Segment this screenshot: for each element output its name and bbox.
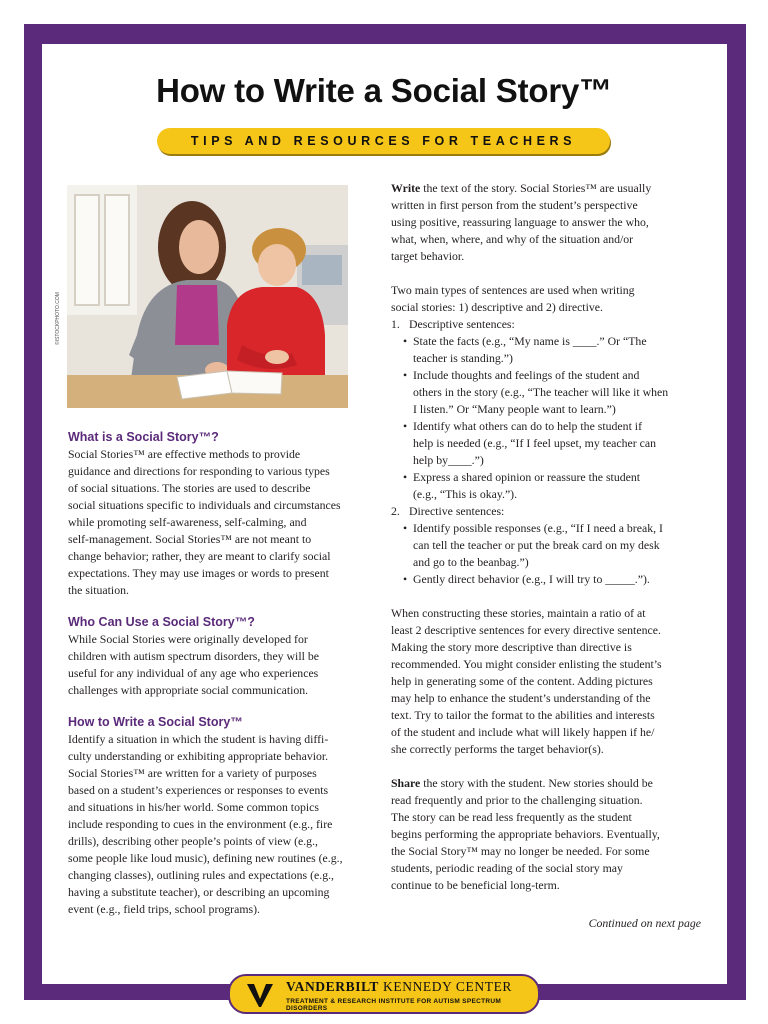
text-line: • Identify possible responses (e.g., “If I need a break, I xyxy=(413,521,663,535)
list-item xyxy=(391,418,711,469)
text-line: The story can be read less frequently as the student xyxy=(391,810,632,824)
text-line: expectations. They may use images or words to present xyxy=(68,566,329,580)
heading-how-to-write: How to Write a Social Story™ xyxy=(68,715,243,729)
text-line: Social Stories™ are written for a variety of purposes xyxy=(68,766,317,780)
text-line: read frequently and prior to the challenging situation. xyxy=(391,793,643,807)
text-line: can tell the teacher or put the break card on my desk xyxy=(413,538,660,552)
write-lead: Write xyxy=(391,181,421,195)
vanderbilt-v-logo-icon xyxy=(246,981,274,1009)
text-line: text. Try to tailor the format to the abilities and interests xyxy=(391,708,655,722)
text-line: Making the story more descriptive than directive is xyxy=(391,640,632,654)
text-line: the situation. xyxy=(68,583,129,597)
text-line: Social Stories™ are effective methods to provide xyxy=(68,447,301,461)
text-line: event (e.g., field trips, school programs). xyxy=(68,902,260,916)
list-label: Descriptive sentences: xyxy=(409,317,515,331)
logo-name xyxy=(286,979,512,995)
logo-tagline: TREATMENT & RESEARCH INSTITUTE FOR AUTISM SPECTRUM DISORDERS xyxy=(286,998,502,1012)
heading-what-is: What is a Social Story™? xyxy=(68,430,219,444)
list-item xyxy=(391,520,711,571)
text-line: guidance and directions for responding to various types xyxy=(68,464,330,478)
list-label: Directive sentences: xyxy=(409,504,505,518)
text-line: I listen.” Or “Many people want to learn.”) xyxy=(413,402,616,416)
text-line: the Social Story™ may no longer be needed. For some xyxy=(391,844,650,858)
text-line: based on a student’s experiences or responses to events xyxy=(68,783,329,797)
text-line: social stories: 1) descriptive and 2) directive. xyxy=(391,300,603,314)
continued-on-next-page[interactable]: Continued on next page xyxy=(588,916,701,930)
text-line: Two main types of sentences are used when writing xyxy=(391,283,635,297)
text-line: self-management. Social Stories™ are not meant to xyxy=(68,532,312,546)
list-item xyxy=(391,333,711,367)
body-how-to-write xyxy=(68,731,374,918)
left-column xyxy=(68,428,374,918)
list-heading-descriptive xyxy=(391,316,711,333)
logo-name-bold: VANDERBILT xyxy=(286,979,380,994)
text-line: others in the story (e.g., “The teacher will like it when xyxy=(413,385,669,399)
teacher-and-student-reading-photo xyxy=(67,185,348,408)
body-what-is xyxy=(68,446,374,599)
text-line: using positive, reassuring language to answer the who, xyxy=(391,215,649,229)
logo-name-rest: KENNEDY CENTER xyxy=(379,979,513,994)
photo-credit: ©ISTOCKPHOTO.COM xyxy=(55,292,61,345)
list-heading-directive xyxy=(391,503,711,520)
subtitle-banner-text: TIPS AND RESOURCES FOR TEACHERS xyxy=(190,134,577,148)
text-line: recommended. You might consider enlisting the student’s xyxy=(391,657,662,671)
text-line: • Identify what others can do to help the student if xyxy=(413,419,642,433)
text-line: continue to be beneficial long-term. xyxy=(391,878,560,892)
text-line: while promoting self-awareness, self-calming, and xyxy=(68,515,307,529)
share-rest: the story with the student. New stories should be xyxy=(420,776,653,790)
text-line: When constructing these stories, maintain a ratio of at xyxy=(391,606,646,620)
list-number: 2. xyxy=(391,504,400,518)
right-column xyxy=(391,180,711,894)
list-number: 1. xyxy=(391,317,400,331)
text-line: changing classes), outlining rules and expectations (e.g., xyxy=(68,868,335,882)
photo-illustration xyxy=(67,185,348,408)
text-line: culty understanding or exhibiting appropriate behavior. xyxy=(68,749,329,763)
text-line: • Gently direct behavior (e.g., I will try to _____.”). xyxy=(413,572,650,586)
text-line: least 2 descriptive sentences for every directive sentence. xyxy=(391,623,661,637)
text-line: social situations specific to individuals and circumstances xyxy=(68,498,341,512)
write-paragraph-first-line xyxy=(391,180,711,197)
text-line: begins performing the appropriate behaviors. Eventually, xyxy=(391,827,660,841)
text-line: teacher is standing.”) xyxy=(413,351,513,365)
text-line: drills), describing other people’s points of view (e.g., xyxy=(68,834,318,848)
text-line: help is needed (e.g., “If I feel upset, my teacher can xyxy=(413,436,657,450)
text-line: students, periodic reading of the social story may xyxy=(391,861,623,875)
text-line: change behavior; rather, they are meant to clarify social xyxy=(68,549,331,563)
text-line: and situations in his/her world. Some common topics xyxy=(68,800,319,814)
text-line: what, when, where, and why of the situation and/or xyxy=(391,232,634,246)
heading-who-can-use: Who Can Use a Social Story™? xyxy=(68,615,255,629)
text-line: challenges with appropriate social communication. xyxy=(68,683,309,697)
text-line: some people like loud music), defining new routines (e.g., xyxy=(68,851,343,865)
text-line: of social situations. The stories are used to describe xyxy=(68,481,311,495)
text-line: and go to the beanbag.”) xyxy=(413,555,529,569)
list-item xyxy=(391,469,711,503)
write-rest: the text of the story. Social Stories™ are usually xyxy=(420,181,652,195)
text-line: written in first person from the student’s perspective xyxy=(391,198,638,212)
text-line: • Include thoughts and feelings of the student and xyxy=(413,368,640,382)
text-line: Identify a situation in which the student is having diffi- xyxy=(68,732,329,746)
list-item xyxy=(391,367,711,418)
text-line: While Social Stories were originally developed for xyxy=(68,632,308,646)
text-line: children with autism spectrum disorders, they will be xyxy=(68,649,319,663)
share-paragraph-first-line xyxy=(391,775,711,792)
list-item xyxy=(391,571,711,588)
text-line: having a substitute teacher), or describing an upcoming xyxy=(68,885,330,899)
text-line: • Express a shared opinion or reassure the student xyxy=(413,470,641,484)
text-line: may help to enhance the student’s understanding of the xyxy=(391,691,651,705)
vanderbilt-kennedy-center-logo xyxy=(228,974,540,1014)
text-line: help in generating some of the content. Adding pictures xyxy=(391,674,653,688)
text-line: (e.g., “This is okay.”). xyxy=(413,487,518,501)
body-who-can-use xyxy=(68,631,374,699)
share-lead: Share xyxy=(391,776,421,790)
text-line: she correctly performs the target behavior(s). xyxy=(391,742,604,756)
text-line: useful for any individual of any age who experiences xyxy=(68,666,319,680)
page-title: How to Write a Social Story™ xyxy=(156,72,612,109)
text-line: include responding to cues in the environment (e.g., fire xyxy=(68,817,333,831)
text-line: of the student and include what will likely happen if he/ xyxy=(391,725,655,739)
subtitle-banner xyxy=(157,128,610,154)
text-line: target behavior. xyxy=(391,249,465,263)
text-line: • State the facts (e.g., “My name is ____.” Or “The xyxy=(413,334,647,348)
text-line: help by____.”) xyxy=(413,453,484,467)
